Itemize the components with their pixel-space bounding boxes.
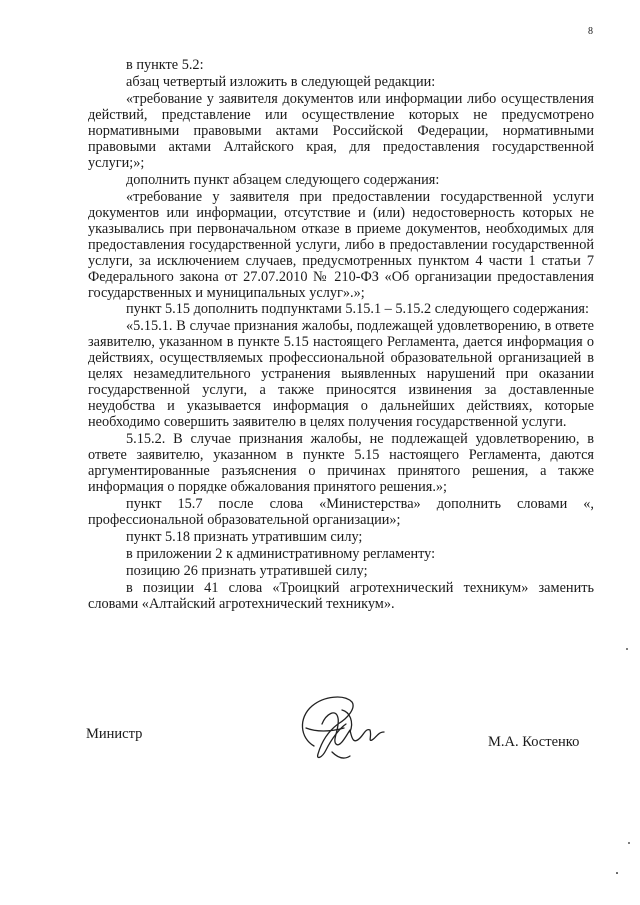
document-body bbox=[88, 57, 594, 613]
paragraph: пункт 5.18 признать утратившим силу; bbox=[126, 529, 363, 546]
scan-artifact bbox=[626, 648, 628, 650]
paragraph: пункт 15.7 после слова «Министерства» дополнить словами «, профессиональной образовательной организации»; bbox=[88, 496, 594, 529]
paragraph: «требование у заявителя при предоставлении государственной услуги документов или информации, отсутствие и (или) недостоверность которых не указывались при первоначальном отказе в приеме документов, необходимых для предоставления государственной услуги, либо в предоставлении государственной услуги, за исключением случаев, предусмотренных пунктом 4 части 1 статьи 7 Федерального закона от 27.07.2010 № 210-ФЗ «Об организации предоставления государственных и муниципальных услуг».»; bbox=[88, 188, 594, 301]
paragraph: в позиции 41 слова «Троицкий агротехнический техникум» заменить словами «Алтайский агротехнический техникум». bbox=[88, 579, 594, 612]
scan-artifact bbox=[628, 842, 630, 844]
paragraph: абзац четвертый изложить в следующей редакции: bbox=[126, 73, 436, 90]
paragraph: дополнить пункт абзацем следующего содержания: bbox=[126, 171, 440, 188]
paragraph: «требование у заявителя документов или информации либо осуществления действий, представление или осуществление которых не предусмотрено нормативными правовыми актами Российской Федерации, нормативными правовыми актами Алтайского края, для предоставления государственной услуги;»; bbox=[88, 90, 594, 171]
paragraph: в приложении 2 к административному регламенту: bbox=[126, 545, 436, 562]
handwritten-signature bbox=[292, 688, 392, 766]
scan-artifact bbox=[616, 872, 618, 874]
paragraph: в пункте 5.2: bbox=[126, 57, 204, 73]
paragraph: позицию 26 признать утратившей силу; bbox=[126, 562, 368, 579]
signatory-name: М.А. Костенко bbox=[488, 734, 580, 750]
paragraph: 5.15.2. В случае признания жалобы, не подлежащей удовлетворению, в ответе заявителю, указанном в пункте 5.15 настоящего Регламента, даются аргументированные разъяснения о причинах принятого решения, а также информация о порядке обжалования принятого решения.»; bbox=[88, 431, 594, 496]
paragraph: «5.15.1. В случае признания жалобы, подлежащей удовлетворению, в ответе заявителю, указанном в пункте 5.15 настоящего Регламента, дается информация о действиях, осуществляемых профессиональной образовательной организацией в целях незамедлительного устранения выявленных нарушений при оказании государственной услуги, а также приносятся извинения за доставленные неудобства и указывается информация о дальнейших действиях, которые необходимо совершить заявителю в целях получения государственной услуги. bbox=[88, 318, 594, 431]
signatory-title: Министр bbox=[86, 726, 143, 742]
page-number: 8 bbox=[588, 26, 593, 37]
paragraph: пункт 5.15 дополнить подпунктами 5.15.1 – 5.15.2 следующего содержания: bbox=[126, 301, 589, 318]
